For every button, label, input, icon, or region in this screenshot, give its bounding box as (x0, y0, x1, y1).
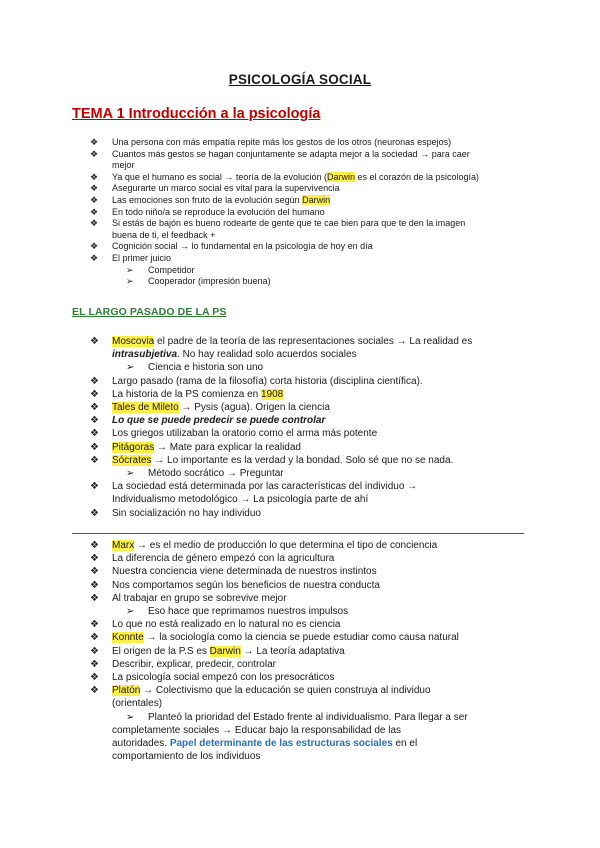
item-text: Planteó la prioridad del Estado frente al individualismo. Para llegar a ser (148, 711, 468, 723)
diamond-bullet-icon: ❖ (90, 148, 99, 159)
list-item (90, 480, 530, 493)
item-text: Ciencia e historia son uno (148, 362, 264, 374)
item-text: Asegurarte un marco social es vital para la supervivencia (112, 183, 340, 194)
list-item (90, 137, 530, 149)
item-text: es el corazón de la psicología) (354, 171, 480, 182)
diamond-bullet-icon: ❖ (90, 428, 99, 440)
diamond-bullet-icon: ❖ (90, 454, 99, 466)
list-item (90, 401, 530, 414)
list-item (90, 579, 530, 592)
item-text: Nuestra conciencia viene determinada de nuestros instintos (112, 566, 377, 578)
item-text: Lo que no está realizado en lo natural no es ciencia (112, 619, 341, 631)
item-text: en el (392, 738, 418, 750)
tema-heading: TEMA 1 Introducción a la psicología (72, 106, 321, 122)
item-text: El origen de la P.S es (112, 645, 210, 657)
diamond-bullet-icon: ❖ (90, 194, 99, 205)
origins-list (90, 539, 530, 763)
list-item (90, 645, 530, 658)
item-text: La diferencia de género empezó con la agricultura (112, 553, 335, 565)
item-text: → la sociología como la ciencia se puede estudiar como causa natural (143, 632, 459, 644)
diamond-bullet-icon: ❖ (90, 540, 99, 551)
item-text: Nos comportamos según los beneficios de nuestra conducta (112, 579, 380, 591)
section-divider (72, 533, 524, 534)
diamond-bullet-icon: ❖ (90, 672, 99, 684)
highlighted-term: Darwin (209, 645, 241, 657)
list-item (90, 467, 530, 480)
diamond-bullet-icon: ❖ (90, 507, 99, 519)
list-item (90, 552, 530, 565)
item-text: La sociedad está determinada por las características del individuo → (112, 481, 418, 493)
item-text: El primer juicio (112, 252, 172, 263)
item-text: buena de ti, el feedback + (112, 229, 216, 240)
item-text: Los griegos utilizaban la oratorio como el arma más potente (112, 428, 378, 440)
diamond-bullet-icon: ❖ (90, 553, 99, 565)
colored-phrase: Papel determinante de las estructuras sociales (169, 738, 393, 750)
list-item (90, 711, 530, 724)
list-item (90, 253, 530, 265)
list-item (90, 172, 530, 184)
list-item (90, 427, 530, 440)
item-text: Las emociones son fruto de la evolución según (112, 194, 303, 205)
highlighted-term: 1908 (260, 388, 284, 400)
item-text: comportamiento de los individuos (112, 751, 261, 763)
list-item (90, 750, 530, 763)
list-item (90, 724, 530, 737)
list-item (90, 592, 530, 605)
document-title: PSICOLOGÍA SOCIAL (228, 72, 372, 87)
diamond-bullet-icon: ❖ (90, 632, 99, 644)
arrowhead-bullet-icon: ➢ (126, 362, 135, 374)
item-text: → es el medio de producción lo que determina el tipo de conciencia (134, 540, 438, 551)
list-item (90, 207, 530, 219)
diamond-bullet-icon: ❖ (90, 592, 99, 604)
arrowhead-bullet-icon: ➢ (126, 264, 134, 275)
diamond-bullet-icon: ❖ (90, 336, 99, 347)
item-text: Una persona con más empatía repite más los gestos de los otros (neuronas espejos) (112, 137, 452, 147)
item-text: Cognición social → lo fundamental en la psicología de hoy en día (112, 241, 373, 252)
list-item (90, 684, 530, 697)
diamond-bullet-icon: ❖ (90, 579, 99, 591)
list-item (90, 671, 530, 684)
list-item (90, 493, 530, 506)
list-item (90, 454, 530, 467)
diamond-bullet-icon: ❖ (90, 218, 99, 229)
highlighted-term: Pitágoras (112, 441, 155, 453)
item-text: . No hay realidad solo acuerdos sociales (177, 349, 357, 361)
item-text: mejor (112, 160, 135, 171)
list-item (90, 605, 530, 618)
list-item (90, 375, 530, 388)
list-item (90, 658, 530, 671)
arrowhead-bullet-icon: ➢ (126, 711, 135, 723)
diamond-bullet-icon: ❖ (90, 252, 99, 263)
item-text: Cuantos más gestos se hagan conjuntamente se adapta mejor a la sociedad → para caer (112, 148, 470, 159)
diamond-bullet-icon: ❖ (90, 402, 99, 414)
diamond-bullet-icon: ❖ (90, 137, 99, 147)
arrowhead-bullet-icon: ➢ (126, 606, 135, 618)
list-item (90, 183, 530, 195)
item-text: Sin socialización no hay individuo (112, 507, 261, 519)
diamond-bullet-icon: ❖ (90, 241, 99, 252)
item-text: → Pysis (agua). Origen la ciencia (178, 402, 330, 414)
list-item (90, 737, 530, 750)
item-text: (orientales) (112, 698, 163, 710)
history-list (90, 335, 530, 520)
diamond-bullet-icon: ❖ (90, 481, 99, 493)
list-item (90, 149, 530, 161)
item-text: → Mate para explicar la realidad (154, 441, 301, 453)
item-text: Cooperador (impresión buena) (148, 276, 271, 287)
item-text: → La teoría adaptativa (240, 645, 345, 657)
list-item (90, 265, 530, 277)
highlighted-term: Sócrates (112, 454, 152, 466)
diamond-bullet-icon: ❖ (90, 415, 99, 427)
highlighted-term: Moscovia (112, 336, 155, 347)
diamond-bullet-icon: ❖ (90, 566, 99, 578)
list-item (90, 241, 530, 253)
item-text: → Lo importante es la verdad y la bondad. Solo sé que no se nada. (151, 454, 454, 466)
arrowhead-bullet-icon: ➢ (126, 276, 134, 287)
list-item (90, 348, 530, 361)
emphasis-text: Lo que se puede predecir se puede controlar (112, 415, 326, 427)
diamond-bullet-icon: ❖ (90, 645, 99, 657)
item-text: La historia de la PS comienza en (112, 388, 261, 400)
list-item (90, 441, 530, 454)
list-item (90, 230, 530, 242)
highlighted-term: Tales de Mileto (112, 402, 179, 414)
highlighted-term: Konnte (112, 632, 144, 644)
item-text: Describir, explicar, predecir, controlar (112, 658, 276, 670)
item-text: Si estás de bajón es bueno rodearte de gente que te cae bien para que te den la imagen (112, 218, 466, 229)
arrowhead-bullet-icon: ➢ (126, 468, 135, 480)
item-text: Al trabajar en grupo se sobrevive mejor (112, 592, 287, 604)
list-item (90, 160, 530, 172)
list-item (90, 414, 530, 427)
diamond-bullet-icon: ❖ (90, 441, 99, 453)
list-item (90, 539, 530, 552)
highlighted-term: Darwin (302, 194, 331, 205)
item-text: Método socrático → Preguntar (148, 468, 284, 480)
diamond-bullet-icon: ❖ (90, 375, 99, 387)
item-text: Largo pasado (rama de la filosofía) corta historia (disciplina científica). (112, 375, 423, 387)
list-item (90, 697, 530, 710)
section-heading: EL LARGO PASADO DE LA PS (72, 306, 227, 318)
list-item (90, 218, 530, 230)
diamond-bullet-icon: ❖ (90, 171, 99, 182)
list-item (90, 335, 530, 348)
intro-list (90, 137, 530, 288)
item-text: Ya que el humano es social → teoría de la evolución ( (112, 171, 327, 182)
list-item (90, 507, 530, 520)
item-text: Individualismo metodológico → La psicología parte de ahí (112, 494, 369, 506)
highlighted-term: Marx (112, 540, 135, 551)
diamond-bullet-icon: ❖ (90, 183, 99, 194)
item-text: Eso hace que reprimamos nuestros impulsos (148, 606, 349, 618)
item-text: el padre de la teoría de las representaciones sociales → La realidad es (154, 336, 473, 347)
item-text: Competidor (148, 264, 195, 275)
diamond-bullet-icon: ❖ (90, 388, 99, 400)
list-item (90, 388, 530, 401)
diamond-bullet-icon: ❖ (90, 206, 99, 217)
list-item (90, 565, 530, 578)
item-text: En todo niño/a se reproduce la evolución del humano (112, 206, 325, 217)
list-item (90, 618, 530, 631)
emphasis-text: intrasubjetiva (112, 349, 178, 361)
diamond-bullet-icon: ❖ (90, 685, 99, 697)
item-text: completamente sociales → Educar bajo la responsabilidad de las (112, 724, 402, 736)
item-text: → Colectivismo que la educación se quien construya al individuo (140, 685, 431, 697)
diamond-bullet-icon: ❖ (90, 619, 99, 631)
list-item (90, 195, 530, 207)
highlighted-term: Platón (112, 685, 141, 697)
list-item (90, 631, 530, 644)
list-item (90, 276, 530, 288)
list-item (90, 361, 530, 374)
diamond-bullet-icon: ❖ (90, 658, 99, 670)
item-text: autoridades. (112, 738, 170, 750)
item-text: La psicología social empezó con los presocráticos (112, 672, 335, 684)
highlighted-term: Darwin (326, 171, 355, 182)
